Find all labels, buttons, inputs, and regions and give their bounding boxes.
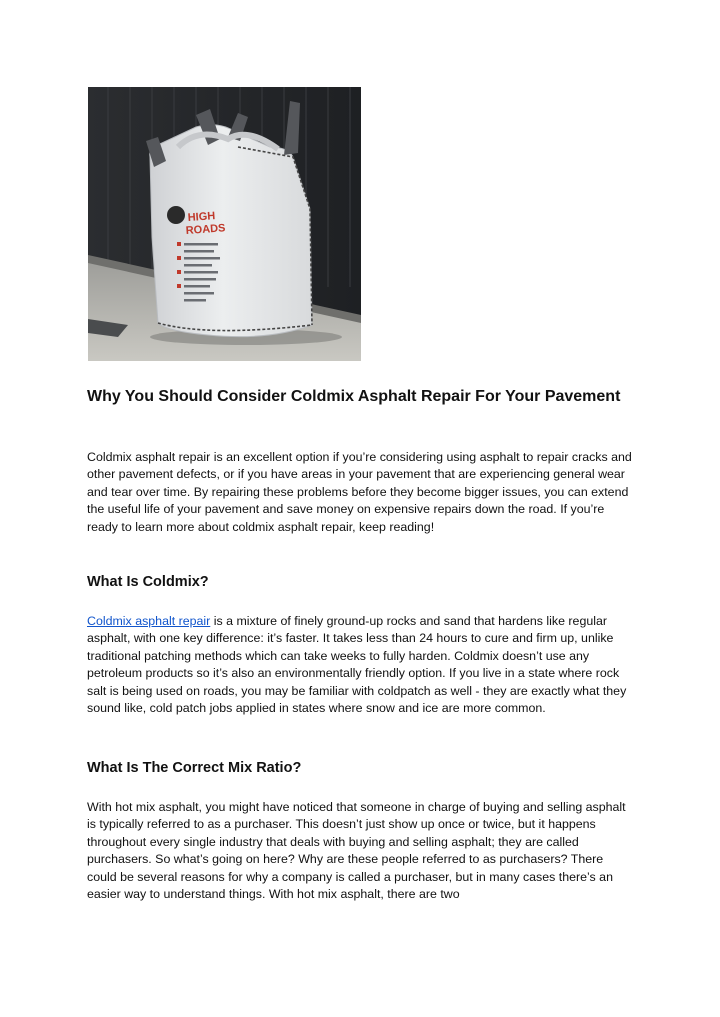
coldmix-asphalt-repair-link[interactable]: Coldmix asphalt repair [87, 614, 211, 628]
section-heading-mix-ratio: What Is The Correct Mix Ratio? [87, 760, 302, 776]
intro-paragraph: Coldmix asphalt repair is an excellent option if you’re considering using asphalt to repair cracks and other pavement defects, or if you have areas in your pavement that are experiencing general wear and tear over time. By repairing these problems before they become bigger issues, you can extend the useful life of your pavement and save money on expensive repairs down the road. If you’re ready to learn more about coldmix asphalt repair, keep reading! [87, 450, 632, 534]
mix-ratio-paragraph: With hot mix asphalt, you might have noticed that someone in charge of buying and selling asphalt is typically referred to as a purchaser. This doesn’t just show up once or twice, but it happens throughout every single industry that deals with buying and selling asphalt; they are called purchasers. So what’s going on here? Why are these people referred to as purchasers? There could be several reasons for why a company is called a purchaser, but in many cases there’s an easier way to understand things. With hot mix asphalt, there are two [87, 800, 626, 902]
bulk-bag-photo [88, 87, 361, 361]
coldmix-paragraph [87, 613, 635, 717]
coldmix-paragraph-text: is a mixture of finely ground-up rocks and sand that hardens like regular asphalt, with one key difference: it’s faster. It takes less than 24 hours to cure and firm up, unlike traditional patching methods which can take weeks to fully harden. Coldmix doesn’t use any petroleum products so it’s also an environmentally friendly option. If you live in a state where rock salt is being used on roads, you may be familiar with coldpatch as well - they are exactly what they sound like, cold patch jobs applied in states where snow and ice are more common. [87, 614, 627, 716]
section-heading-coldmix: What Is Coldmix? [87, 574, 209, 590]
svg-text:ROADS: ROADS [185, 222, 226, 237]
article-title: Why You Should Consider Coldmix Asphalt Repair For Your Pavement [87, 388, 621, 405]
svg-text:HIGH: HIGH [187, 210, 216, 224]
